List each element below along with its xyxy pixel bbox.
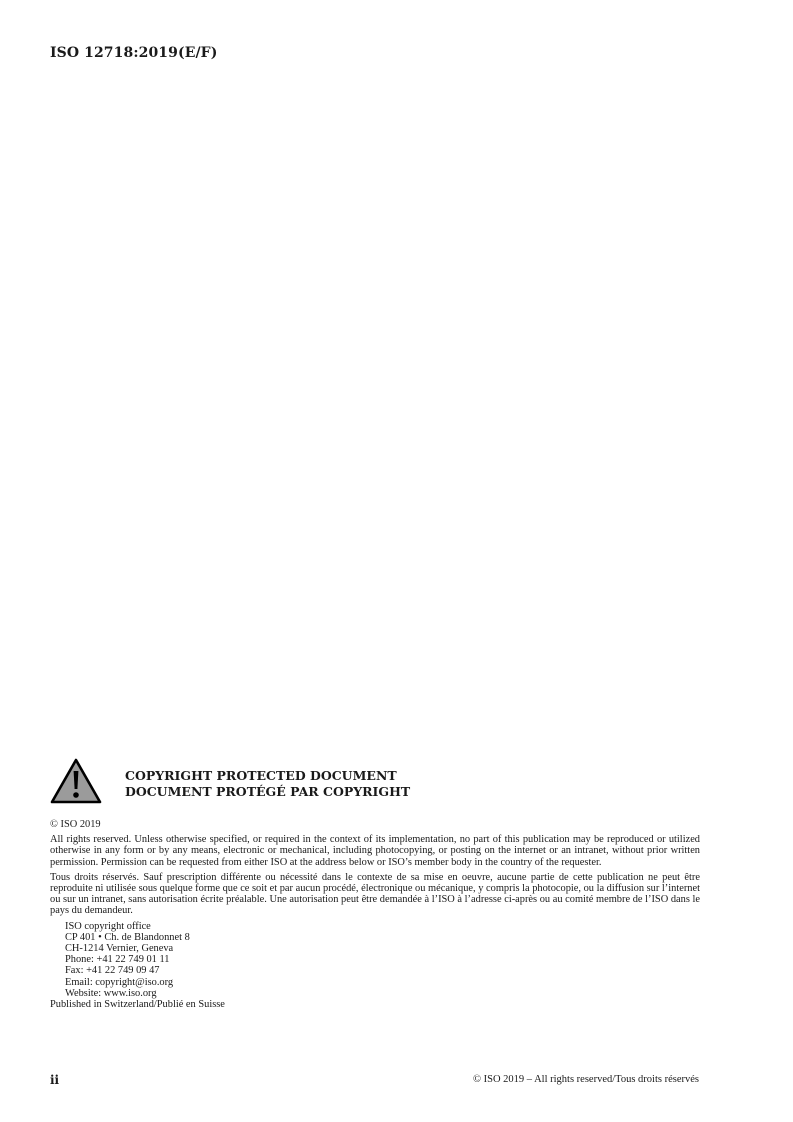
copyright-office-address — [50, 921, 700, 999]
rights-paragraph-en: All rights reserved. Unless otherwise specified, or required in the context of its implementation, no part of this publication may be reproduced or utilized otherwise in any form or by any means, electronic or mechanical, including photocopying, or posting on the internet or an intranet, without prior written permission. Permission can be requested from either ISO at the address below or ISO’s member body in the country of the requester. — [50, 834, 700, 868]
rights-paragraph-fr: Tous droits réservés. Sauf prescription différente ou nécessité dans le contexte de sa mise en oeuvre, aucune partie de cette publication ne peut être reproduite ni utilisée sous quelque forme que ce soit et par aucun procédé, électronique ou mécanique, y compris la photocopie, ou la diffusion sur l’internet ou sur un intranet, sans autorisation écrite préalable. Une autorisation peut être demandée à l’ISO à l’adresse ci-après ou au comité membre de l’ISO dans le pays du demandeur. — [50, 871, 700, 917]
notice-titles — [125, 762, 410, 800]
warning-row — [50, 758, 700, 804]
published-line: Published in Switzerland/Publié en Suisse — [50, 999, 225, 1011]
copyright-notice — [50, 758, 700, 1010]
notice-title-fr: DOCUMENT PROTÉGÉ PAR COPYRIGHT — [125, 784, 411, 799]
website-line: Website: www.iso.org — [65, 987, 157, 999]
email-line: Email: copyright@iso.org — [65, 976, 174, 988]
address-line: CH-1214 Vernier, Geneva — [65, 943, 174, 955]
address-line: ISO copyright office — [65, 920, 151, 932]
fax-line: Fax: +41 22 749 09 47 — [65, 965, 160, 977]
footer-copyright: © ISO 2019 – All rights reserved/Tous droits réservés — [473, 1074, 699, 1085]
phone-line: Phone: +41 22 749 01 11 — [65, 954, 170, 966]
notice-title-en: COPYRIGHT PROTECTED DOCUMENT — [125, 768, 397, 783]
copyright-year: © ISO 2019 — [50, 819, 101, 830]
document-id: ISO 12718:2019(E/F) — [50, 45, 218, 61]
page-number: ii — [50, 1073, 60, 1087]
address-line: CP 401 • Ch. de Blandonnet 8 — [65, 931, 190, 943]
warning-triangle-icon — [50, 758, 102, 804]
